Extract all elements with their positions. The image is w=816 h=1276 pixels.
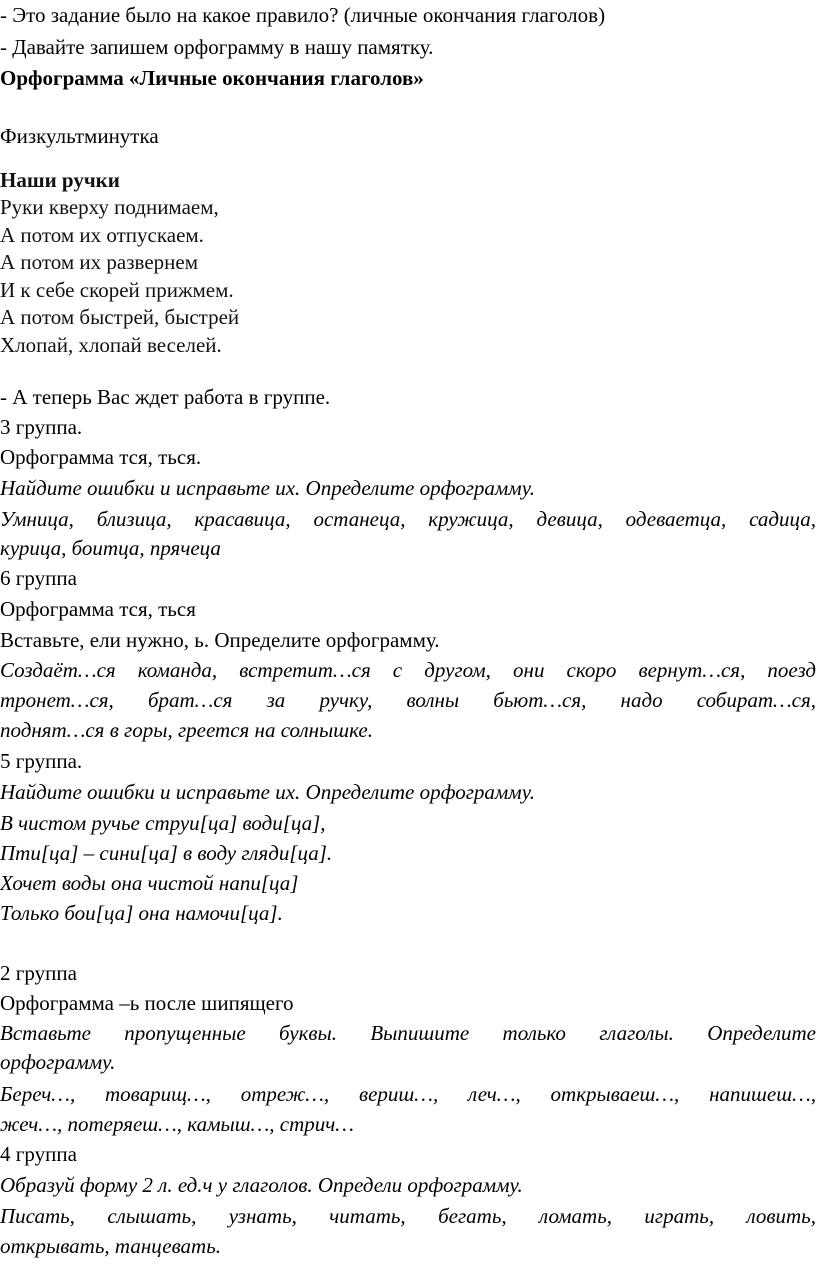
group-6-rule: Орфограмма тся, ться bbox=[0, 597, 196, 621]
group-5-title: 5 группа. bbox=[0, 749, 83, 773]
group-6-words: тронет…ся, брат…ся за ручку, волны бьют…ся, надо собират…ся, bbox=[0, 688, 816, 712]
group-6-task: Вставьте, ели нужно, ь. Определите орфограмму. bbox=[0, 628, 440, 652]
intro-instruction: - Давайте запишем орфограмму в нашу памятку. bbox=[0, 35, 434, 59]
group-2-rule: Орфограмма –ь после шипящего bbox=[0, 991, 294, 1015]
poem-line: А потом быстрей, быстрей bbox=[0, 305, 240, 329]
poem-line: Руки кверху поднимаем, bbox=[0, 195, 219, 219]
group-5-verse: Только бои[ца] она намочи[ца]. bbox=[0, 901, 283, 925]
group-5-task: Найдите ошибки и исправьте их. Определите орфограмму. bbox=[0, 780, 535, 804]
poem-line: А потом их развернем bbox=[0, 250, 198, 274]
group-3-words: Умница, близица, красавица, останеца, кружица, девица, одеваетца, садица, bbox=[0, 507, 816, 531]
group-3-task: Найдите ошибки и исправьте их. Определите орфограмму. bbox=[0, 476, 535, 500]
poem-line: А потом их отпускаем. bbox=[0, 223, 204, 247]
group-5-verse: В чистом ручье струи[ца] води[ца], bbox=[0, 811, 326, 835]
group-6-words: поднят…ся в горы, греется на солнышке. bbox=[0, 718, 373, 742]
intro-question: - Это задание было на какое правило? (личные окончания глаголов) bbox=[0, 3, 606, 27]
group-6-title: 6 группа bbox=[0, 566, 77, 590]
group-2-words: жеч…, потеряеш…, камыш…, стрич… bbox=[0, 1112, 354, 1136]
group-4-task: Образуй форму 2 л. ед.ч у глаголов. Определи орфограмму. bbox=[0, 1173, 523, 1197]
group-5-verse: Пти[ца] – сини[ца] в воду гляди[ца]. bbox=[0, 841, 333, 865]
poem-line: И к себе скорей прижмем. bbox=[0, 278, 234, 302]
group-3-words: курица, боитца, прячеца bbox=[0, 536, 221, 560]
group-4-words: Писать, слышать, узнать, читать, бегать, ломать, играть, ловить, bbox=[0, 1204, 816, 1228]
group-3-rule: Орфограмма тся, ться. bbox=[0, 445, 202, 469]
poem-line: Хлопай, хлопай веселей. bbox=[0, 333, 222, 357]
group-5-verse: Хочет воды она чистой напи[ца] bbox=[0, 871, 299, 895]
group-2-title: 2 группа bbox=[0, 961, 77, 985]
group-2-task: орфограмму. bbox=[0, 1050, 116, 1074]
work-intro: - А теперь Вас ждет работа в группе. bbox=[0, 385, 331, 409]
group-4-words: открывать, танцевать. bbox=[0, 1234, 222, 1258]
fizkult-title: Физкультминутка bbox=[0, 124, 159, 148]
group-2-words: Береч…, товарищ…, отреж…, вериш…, леч…, открываеш…, напишеш…, bbox=[0, 1082, 816, 1106]
orthogram-heading: Орфограмма «Личные окончания глаголов» bbox=[0, 66, 424, 90]
poem-title: Наши ручки bbox=[0, 168, 120, 192]
group-2-task: Вставьте пропущенные буквы. Выпишите только глаголы. Определите bbox=[0, 1021, 816, 1045]
group-6-words: Создаёт…ся команда, встретит…ся с другом, они скоро вернут…ся, поезд bbox=[0, 658, 816, 682]
group-4-title: 4 группа bbox=[0, 1142, 77, 1166]
group-3-title: 3 группа. bbox=[0, 415, 83, 439]
